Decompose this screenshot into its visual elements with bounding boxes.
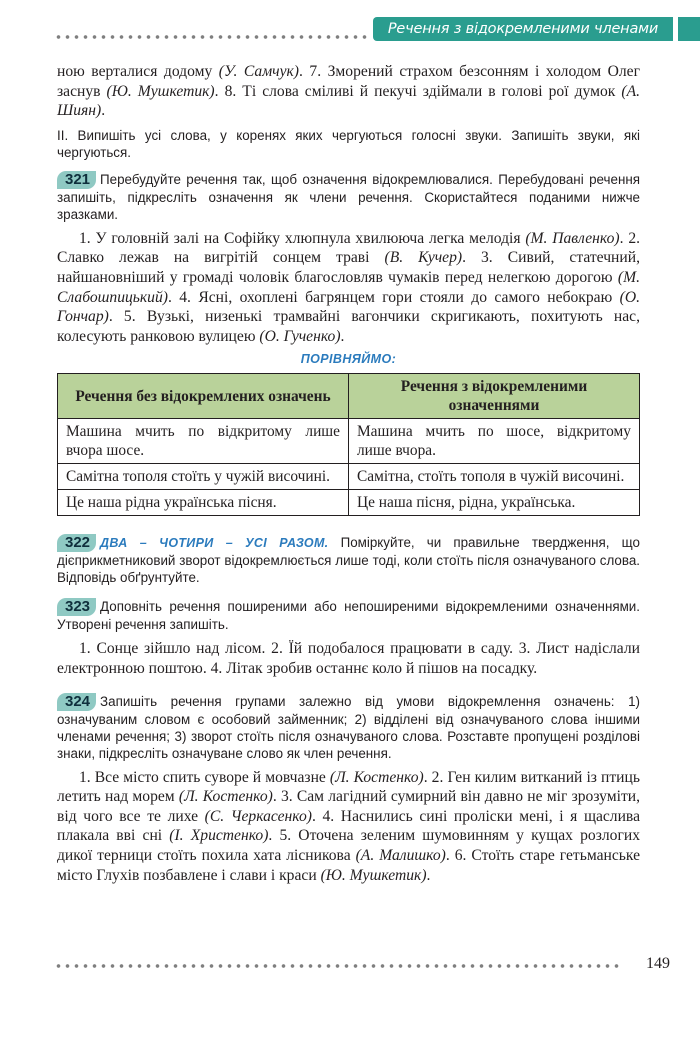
table-header-cell: Речення з відокремленими означеннями [349,374,640,419]
table-cell: Машина мчить по відкритому лише вчора шосе. [58,419,349,464]
table-cell: Це наша рідна українська пісня. [58,490,349,516]
header-edge-strip [678,17,700,41]
table-row [58,464,640,490]
table-cell: Самітна, стоїть тополя в чужій височині. [349,464,640,490]
exercise-324-sentences: 1. Все місто спить суворе й мовчазне (Л. Костенко). 2. Ген килим витканий із птиць летить над морем (Л. Костенко). 3. Сам лагідний сумирний він давно не міг зрозуміти, від чого все те лихе (С. Черкасенко). 4. Наснились сині пролiски мені, і я щаслива плакала вві сні (І. Христенко). 5. Оточена зеленим шумовинням у кущах розлогих дикої терници стоїть похила хата лісникова (А. Малишко). 6. Стоїть старе гетьманське місто Глухів позбавлене і слави і краси (Ю. Мушкетик). [57,768,641,884]
exercise-322: 322 ДВА – ЧОТИРИ – УСІ РАЗОМ. Поміркуйте, чи правильне твердження, що дієприкметниковий зворот відокремлюється лише тоді, коли стоїть після означуваного слова. Відповідь обґрунтуйте. [57,534,640,586]
exercise-321-sentences: 1. У головній залі на Софійку хлюпнула хвилююча легка мелодія (М. Павленко). 2. Славко лежав на вигрітій сонцем траві (В. Кучер). 3. Сивий, статечний, найшановніший у громаді чоловік благословляв чумаків перед нелегкою дорогою (М. Слабошпицький). 4. Ясні, охоплені багрянцем гори стояли до самого небокраю (О. Гончар). 5. Вузькі, низенькі трамвайні вагончики скригикають, похитують нас, колесують ранковою вулицею (О. Гученко). [57,229,641,345]
exercise-323-instruction: 323 Доповніть речення поширеними або непоширеними відокремленими означеннями. Утворені речення запишіть. [57,598,640,633]
exercise-323 [57,598,640,678]
running-header: Речення з відокремленими членами [373,17,673,41]
page-number: 149 [646,955,670,972]
exercise-number-badge: 324 [57,693,96,711]
work-mode-label: ДВА – ЧОТИРИ – УСІ РАЗОМ. [100,536,329,551]
exercise-number-badge: 322 [57,534,96,552]
intro-continuation: ною верталися додому (У. Самчук). 7. Зморений страхом безсонням і холодом Олег заснув (Ю. Мушкетик). 8. Ті слова сміливі й пекучі здіймали в голові рої думок (А. Шиян). [57,63,640,120]
exercise-number-badge: 323 [57,598,96,616]
table-header-cell: Речення без відокремлених означень [58,374,349,419]
exercise-number-badge: 321 [57,171,96,189]
compare-heading: ПОРІВНЯЙМО: [300,352,397,367]
exercise-324 [57,693,640,886]
exercise-324-instruction: 324 Запишіть речення групами залежно від умови відокремлення означень: 1) означуваним словом є особовий займенник; 2) відділені від означуваного слова іншими членами речення; 3) зворот стоїть після означуваного слова. Розставте пропущені розділові знаки, підкресліть означуване слово як член речення. [57,692,640,761]
table-cell: Машина мчить по шосе, відкритому лише вчора. [349,419,640,464]
exercise-321 [57,171,640,347]
table-row [58,419,640,464]
table-header-row [58,374,640,419]
page-content [57,62,640,885]
comparison-table [57,373,640,516]
table-cell: Це наша пісня, рідна, українська. [349,490,640,516]
table-cell: Самітна тополя стоїть у чужій височині. [58,464,349,490]
exercise-323-sentences: 1. Сонце зійшло над лісом. 2. Їй подобалося працювати в саду. 3. Лист надіслали електронною поштою. 4. Літак зробив останнє коло й пішов на посадку. [57,640,640,677]
table-row [58,490,640,516]
footer-dotted-line [54,963,620,969]
exercise-321-instruction: 321 Перебудуйте речення так, щоб означення відокремлювалися. Перебудовані речення запишіть, підкресліть означення як члени речення. Скористайтеся поданими нижче зразками. [57,170,640,222]
task-two: ІІ. Випишіть усі слова, у коренях яких чергуються голосні звуки. Запишіть звуки, які чергуються. [57,127,640,160]
header-dotted-line [54,34,370,40]
